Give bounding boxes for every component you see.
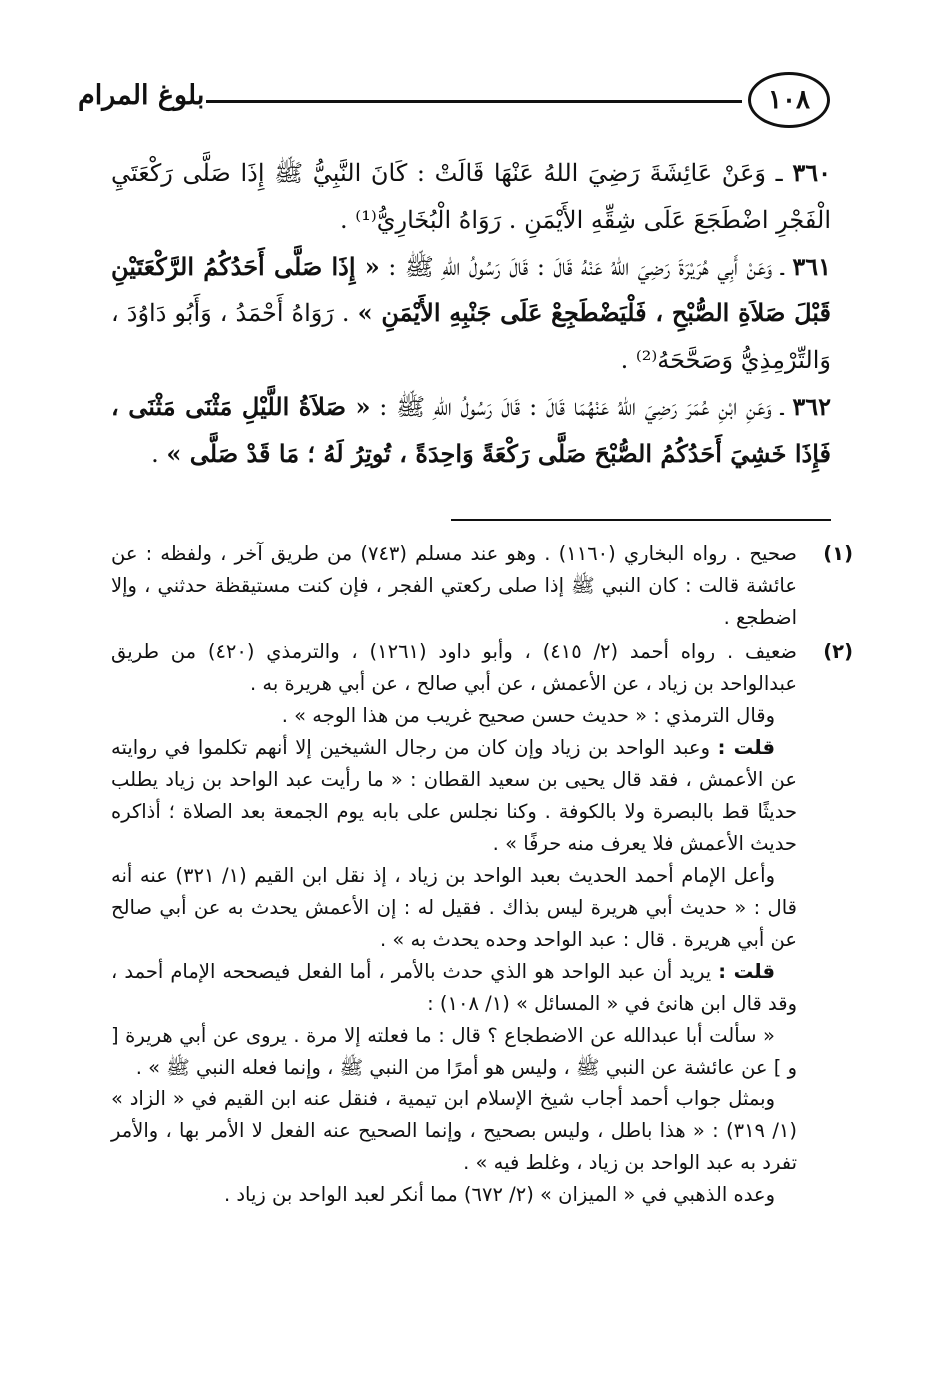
hadith-number: ٣٦٢ (792, 391, 831, 421)
footnote-2 (111, 636, 853, 1211)
footnote-mark: (١) (823, 542, 853, 565)
footnote-lead: قلت : (718, 959, 775, 983)
footnote-text: وعبد الواحد بن زياد وإن كان من رجال الشيخين إلا أنهم تكلموا في روايته عن الأعمش ، فقد قال يحيى بن سعيد القطان : « ما رأيت عبد الواحد بن زياد يطلب حديثًا قط بالبصرة ولا بالكوفة . وكنا نجلس على بابه يوم الجمعة بعد الصلاة ؛ أذاكره حديث الأعمش فلا يعرف منه حرفًا » . (111, 735, 797, 855)
hadith-end: . (151, 439, 159, 468)
footnote-1 (111, 538, 853, 634)
hadith-number: ٣٦٠ (792, 158, 831, 187)
footnote-text: يريد أن عبد الواحد هو الذي حدث بالأمر ، أما الفعل فيصححه الإمام أحمد ، وقد قال ابن هانئ في « المسائل » (١/ ١٠٨) : (111, 959, 797, 1015)
page-header (78, 72, 830, 132)
hadith-source: . رَوَاهُ أَحْمَدُ ، وَأَبُو دَاوُدَ ، وَالتِّرْمِذِيُّ وَصَحَّحَهُ⁽²⁾ . (111, 299, 831, 375)
footnote-text: وأعل الإمام أحمد الحديث بعبد الواحد بن زياد ، إذ نقل ابن القيم (١/ ٣٢١) عنه أنه قال : « حديث أبي هريرة ليس بذاك . فقيل له : إن الأعمش يحدث به عن أبي صالح عن أبي هريرة . قال : عبد الواحد وحده يحدث به » . (111, 863, 797, 951)
footnote-text: وقال الترمذي : « حديث حسن صحيح غريب من هذا الوجه » . (281, 703, 775, 727)
footnote-separator (451, 519, 831, 521)
footnote-mark: (٢) (823, 639, 853, 663)
footnote-paragraph (111, 956, 797, 1020)
footnote-text: « سألت أبا عبدالله عن الاضطجاع ؟ قال : ما فعلته إلا مرة . يروى عن أبي هريرة [ و ] عن عائشة عن النبي ﷺ ، وليس هو أمرًا من النبي ﷺ ، وإنما فعله النبي ﷺ » . (111, 1023, 797, 1079)
footnote-paragraph (111, 732, 797, 860)
hadith-362 (111, 384, 831, 478)
footnote-text: ضعيف . رواه أحمد (٢/ ٤١٥) ، وأبو داود (١٢٦١) ، والترمذي (٤٢٠) من طريق عبدالواحد بن زياد ، عن الأعمش ، عن أبي صالح ، عن أبي هريرة به . (111, 639, 797, 695)
footnote-paragraph (111, 860, 797, 956)
hadith-360 (111, 150, 831, 244)
footnote-paragraph (111, 1083, 797, 1179)
footnote-text: وبمثل جواب أحمد أجاب شيخ الإسلام ابن تيمية ، فنقل عنه ابن القيم في « الزاد » (١/ ٣١٩) : « هذا باطل ، وليس بصحيح ، وإنما الصحيح عنه الفعل لا الأمر بها ، والأمر تفرد به عبد الواحد بن زياد ، وغلط فيه » . (111, 1087, 797, 1175)
footnote-paragraph (111, 1020, 797, 1084)
hadith-text: ـ وَعَنِ ابْنِ عُمَرَ رَضِيَ اللهُ عَنْهُمَا قَالَ : قَالَ رَسُولُ اللهِ ﷺ : (370, 392, 784, 421)
book-title: بلوغ المرام (78, 80, 205, 111)
footnote-text: صحيح . رواه البخاري (١١٦٠) . وهو عند مسلم (٧٤٣) من طريق آخر ، ولفظه : عن عائشة قالت : كان النبي ﷺ إذا صلى ركعتي الفجر ، فإن كنت مستيقظة حدثني ، وإلا اضطجع . (111, 542, 797, 629)
hadith-quote: « صَلاَةُ اللَّيْلِ مَثْنَى مَثْنَى ، فَإِذَا خَشِيَ أَحَدُكُمُ الصُّبْحَ صَلَّى رَكْعَةً وَاحِدَةً ، تُوتِرُ لَهُ ؛ مَا قَدْ صَلَّى » (111, 391, 831, 468)
footnotes (111, 538, 853, 1211)
page-number: ١٠٨ (748, 72, 830, 128)
footnote-paragraph (111, 1179, 797, 1211)
footnote-paragraph (111, 636, 797, 700)
hadith-number: ٣٦١ (792, 251, 831, 281)
footnote-text: وعده الذهبي في « الميزان » (٢/ ٦٧٢) مما أنكر لعبد الواحد بن زياد . (223, 1183, 775, 1207)
footnote-paragraph (111, 538, 797, 634)
hadith-text: ـ وَعَنْ عَائِشَةَ رَضِيَ اللهُ عَنْهَا قَالَتْ : كَانَ النَّبِيُّ ﷺ إِذَا صَلَّى رَكْعَتَيِ الْفَجْرِ اضْطَجَعَ عَلَى شِقِّهِ الأَيْمَنِ . رَوَاهُ الْبُخَارِيُّ⁽¹⁾ . (111, 159, 831, 234)
hadith-text: ـ وَعَنْ أَبِي هُرَيْرَةَ رَضِيَ اللهُ عَنْهُ قَالَ : قَالَ رَسُولُ اللهِ ﷺ : (379, 252, 784, 281)
footnote-paragraph (111, 700, 797, 732)
hadith-361 (111, 244, 831, 384)
footnote-lead: قلت : (717, 735, 775, 759)
hadith-section (111, 150, 831, 478)
header-rule (206, 100, 742, 103)
hadith-quote: « إِذَا صَلَّى أَحَدُكُمُ الرَّكْعَتَيْنِ قَبْلَ صَلاَةِ الصُّبْحِ ، فَلْيَضْطَجِعْ عَلَى جَنْبِهِ الأَيْمَنِ » (111, 251, 831, 328)
